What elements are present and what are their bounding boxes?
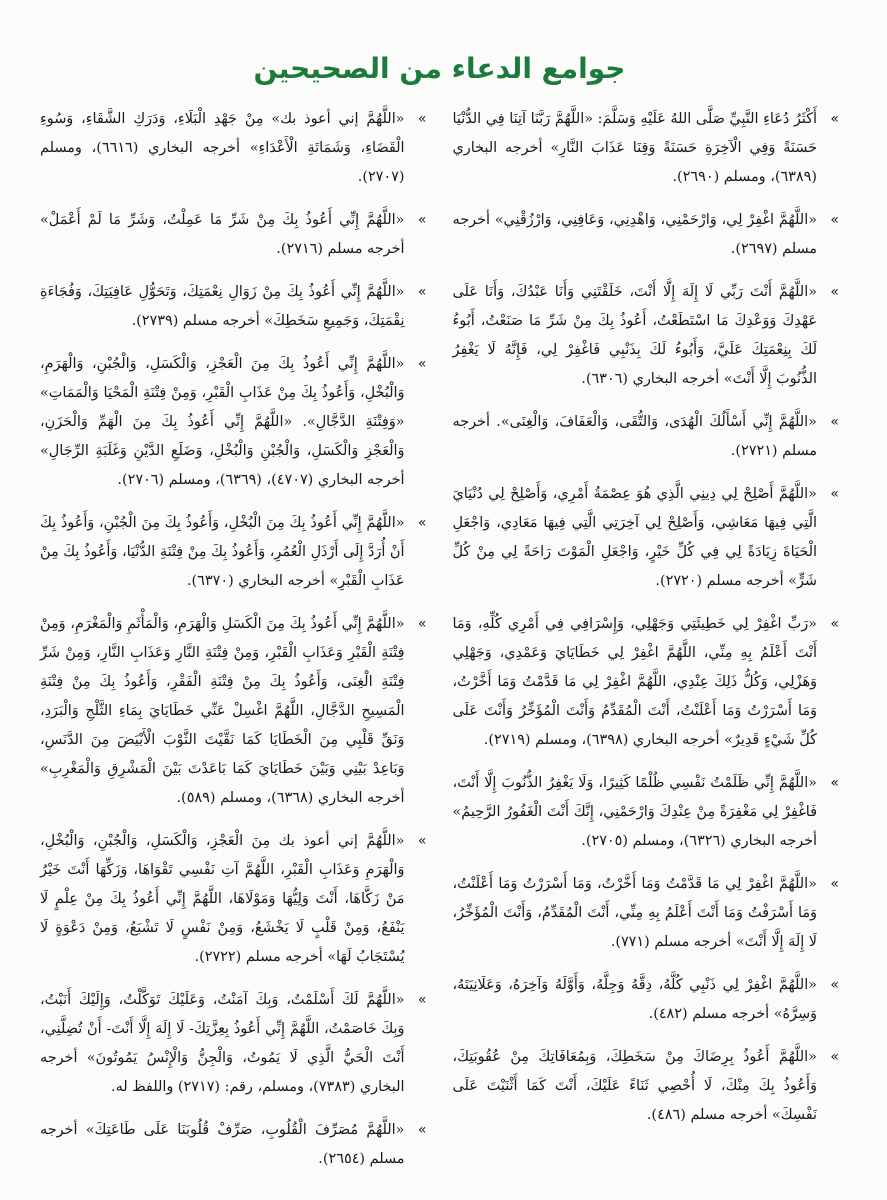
dua-entry: [453, 480, 840, 596]
dua-text: «اللَّهُمَّ إِنِّي ظَلَمْتُ نَفْسِي ظُلْمًا كَثِيرًا، وَلَا يَغْفِرُ الذُّنُوبَ إِلَّا أَنْتَ، فَاغْفِرْ لِي مَغْفِرَةً مِنْ عِنْدِكَ وَارْحَمْنِي، إِنَّكَ أَنْتَ الْغَفُورُ الرَّحِيمُ» أخرجه البخاري (٦٣٢٦)، ومسلم (٢٧٠٥).: [452, 775, 817, 849]
bullet-marker: »: [417, 616, 427, 632]
dua-text: «رَبِّ اغْفِرْ لِي خَطِيئَتِي وَجَهْلِي، وَإِسْرَافِي فِي أَمْرِي كُلِّهِ، وَمَا أَنْتَ أَعْلَمُ بِهِ مِنِّي، اللَّهُمَّ اغْفِرْ لِي خَطَايَايَ وَعَمْدِي، وَجَهْلِي وَهَزْلِي، وَكُلُّ ذَلِكَ عِنْدِي، اللَّهُمَّ اغْفِرْ لِي مَا قَدَّمْتُ وَمَا أَخَّرْتُ، وَمَا أَسْرَرْتُ وَمَا أَعْلَنْتُ، أَنْتَ الْمُقَدِّمُ وَأَنْتَ الْمُؤَخِّرُ وَأَنْتَ عَلَى كُلِّ شَيْءٍ قَدِيرٌ» أخرجه البخاري (٦٣٩٨)، ومسلم (٢٧١٩).: [452, 616, 817, 748]
bullet-marker: »: [417, 111, 427, 127]
dua-text: «اللَّهُمَّ اغْفِرْ لِي، وَارْحَمْنِي، وَاهْدِنِي، وَعَافِنِي، وَارْزُقْنِي» أخرجه مسلم (٢٦٩٧).: [452, 212, 817, 257]
dua-entry: [40, 206, 427, 264]
dua-entry: [453, 408, 840, 466]
dua-text: «اللَّهُمَّ إِنِّي أَعُوذُ بِكَ مِنَ الْكَسَلِ وَالْهَرَمِ، وَالْمَأْثَمِ وَالْمَغْرَمِ، وَمِنْ فِتْنَةِ الْقَبْرِ وَعَذَابِ الْقَبْرِ، وَمِنْ فِتْنَةِ النَّارِ وَعَذَابِ النَّارِ، وَمِنْ شَرِّ فِتْنَةِ الْغِنَى، وَأَعُوذُ بِكَ مِنْ فِتْنَةِ الْفَقْرِ، وَأَعُوذُ بِكَ مِنْ فِتْنَةِ الْمَسِيحِ الدَّجَّالِ، اللَّهُمَّ اغْسِلْ عَنِّي خَطَايَايَ بِمَاءِ الثَّلْجِ وَالْبَرَدِ، وَنَقِّ قَلْبِي مِنَ الْخَطَايَا كَمَا نَقَّيْتَ الثَّوْبَ الْأَبْيَضَ مِنَ الدَّنَسِ، وَبَاعِدْ بَيْنِي وَبَيْنَ خَطَايَايَ كَمَا بَاعَدْتَ بَيْنَ الْمَشْرِقِ وَالْمَغْرِبِ» أخرجه البخاري (٦٣٦٨)، ومسلم (٥٨٩).: [40, 616, 405, 806]
bullet-marker: »: [830, 977, 839, 993]
bullet-marker: »: [830, 111, 839, 127]
bullet-marker: »: [830, 284, 839, 300]
dua-entry: [453, 105, 840, 192]
dua-text: «اللَّهُمَّ إِنِّي أَعُوذُ بِكَ مِنْ شَرِّ مَا عَمِلْتُ، وَشَرِّ مَا لَمْ أَعْمَلْ» أخرجه مسلم (٢٧١٦).: [40, 212, 405, 257]
dua-entry: [453, 870, 840, 957]
dua-text: «اللَّهُمَّ إني أعوذ بك» مِنْ جَهْدِ الْبَلَاءِ، وَدَرَكِ الشَّقَاءِ، وَسُوءِ الْقَضَاءِ، وَشَمَاتَةِ الْأَعْدَاءِ» أخرجه البخاري (٦٦١٦)، ومسلم (٢٧٠٧).: [40, 111, 405, 185]
page-title: جوامع الدعاء من الصحيحين: [253, 52, 626, 85]
bullet-marker: »: [830, 616, 839, 632]
dua-entry: [453, 769, 840, 856]
bullet-marker: »: [830, 486, 839, 502]
dua-text: «اللَّهُمَّ إِنِّي أَسْأَلُكَ الْهُدَى، وَالتُّقَى، وَالْعَفَافَ، وَالْغِنَى». أخرجه مسلم (٢٧٢١).: [452, 414, 817, 459]
dua-text: «اللَّهُمَّ إِنِّي أَعُوذُ بِكَ مِنَ الْبُخْلِ، وَأَعُوذُ بِكَ مِنَ الْجُبْنِ، وَأَعُوذُ بِكَ أَنْ أُرَدَّ إِلَى أَرْذَلِ الْعُمُرِ، وَأَعُوذُ بِكَ مِنْ فِتْنَةِ الدُّنْيَا، وَأَعُوذُ بِكَ مِنْ عَذَابِ الْقَبْرِ» أخرجه البخاري (٦٣٧٠).: [40, 515, 405, 589]
dua-entry: [453, 206, 840, 264]
bullet-marker: »: [417, 833, 427, 849]
dua-entry: [40, 350, 427, 495]
dua-entry: [453, 1043, 840, 1130]
bullet-marker: »: [830, 1049, 839, 1065]
bullet-marker: »: [417, 356, 427, 372]
dua-entry: [453, 971, 840, 1029]
bullet-marker: »: [830, 212, 839, 228]
dua-entry: [40, 1116, 427, 1174]
dua-text: «اللَّهُمَّ أَنْتَ رَبِّي لَا إِلَهَ إِلَّا أَنْتَ، خَلَقْتَنِي وَأَنَا عَبْدُكَ، وَأَنَا عَلَى عَهْدِكَ وَوَعْدِكَ مَا اسْتَطَعْتُ، أَعُوذُ بِكَ مِنْ شَرِّ مَا صَنَعْتُ، أَبُوءُ لَكَ بِنِعْمَتِكَ عَلَيَّ، وَأَبُوءُ لَكَ بِذَنْبِي فَاغْفِرْ لِي، فَإِنَّهُ لَا يَغْفِرُ الذُّنُوبَ إِلَّا أَنْتَ» أخرجه البخاري (٦٣٠٦).: [452, 284, 817, 387]
dua-entry: [453, 610, 840, 755]
dua-entry: [40, 105, 427, 192]
bullet-marker: »: [417, 284, 427, 300]
bullet-marker: »: [417, 515, 427, 531]
bullet-marker: »: [830, 414, 839, 430]
bullet-marker: »: [830, 775, 839, 791]
dua-entry: [40, 827, 427, 972]
left-column: [40, 105, 427, 1185]
bullet-marker: »: [417, 992, 427, 1008]
columns: [40, 105, 839, 1185]
dua-text: «اللَّهُمَّ إِنِّي أَعُوذُ بِكَ مِنْ زَوَالِ نِعْمَتِكَ، وَتَحَوُّلِ عَافِيَتِكَ، وَفُجَاءَةِ نِقْمَتِكَ، وَجَمِيعِ سَخَطِكَ» أخرجه مسلم (٢٧٣٩).: [40, 284, 405, 329]
dua-text: «اللَّهُمَّ إني أعوذ بك مِنَ الْعَجْزِ، وَالْكَسَلِ، وَالْجُبْنِ، وَالْبُخْلِ، وَالْهَرَمِ وَعَذَابِ الْقَبْرِ، اللَّهُمَّ آتِ نَفْسِي تَقْوَاهَا، وَزَكِّهَا أَنْتَ خَيْرُ مَنْ زَكَّاهَا، أَنْتَ وَلِيُّهَا وَمَوْلَاهَا، اللَّهُمَّ إِنِّي أَعُوذُ بِكَ مِنْ عِلْمٍ لَا يَنْفَعُ، وَمِنْ قَلْبٍ لَا يَخْشَعُ، وَمِنْ نَفْسٍ لَا تَشْبَعُ، وَمِنْ دَعْوَةٍ لَا يُسْتَجَابُ لَهَا» أخرجه مسلم (٢٧٢٢).: [40, 833, 405, 965]
dua-entry: [40, 509, 427, 596]
dua-text: «اللَّهُمَّ مُصَرِّفَ الْقُلُوبِ، صَرِّفْ قُلُوبَنَا عَلَى طَاعَتِكَ» أخرجه مسلم (٢٦٥٤).: [40, 1122, 405, 1167]
dua-text: «اللَّهُمَّ لَكَ أَسْلَمْتُ، وَبِكَ آمَنْتُ، وَعَلَيْكَ تَوَكَّلْتُ، وَإِلَيْكَ أَنَبْتُ، وَبِكَ خَاصَمْتُ، اللَّهُمَّ إِنِّي أَعُوذُ بِعِزَّتِكَ- لَا إِلَهَ إِلَّا أَنْتَ- أَنْ تُضِلَّنِي، أَنْتَ الْحَيُّ الَّذِي لَا يَمُوتُ، وَالْجِنُّ وَالْإِنْسُ يَمُوتُونَ» أخرجه البخاري (٧٣٨٣)، ومسلم، رقم: (٢٧١٧) واللفظ له.: [40, 992, 405, 1095]
bullet-marker: »: [830, 876, 839, 892]
bullet-marker: »: [417, 212, 427, 228]
dua-text: أَكْثَرُ دُعَاءِ النَّبِيِّ صَلَّى اللهُ عَلَيْهِ وَسَلَّمَ: «اللَّهُمَّ رَبَّنَا آتِنَا فِي الدُّنْيَا حَسَنَةً وَفِي الْآخِرَةِ حَسَنَةً وَقِنَا عَذَابَ النَّارِ» أخرجه البخاري (٦٣٨٩)، ومسلم (٢٦٩٠).: [452, 111, 817, 185]
dua-text: «اللَّهُمَّ أَصْلِحْ لِي دِينِي الَّذِي هُوَ عِصْمَةُ أَمْرِي، وَأَصْلِحْ لِي دُنْيَايَ الَّتِي فِيهَا مَعَاشِي، وَأَصْلِحْ لِي آخِرَتِي الَّتِي فِيهَا مَعَادِي، وَاجْعَلِ الْحَيَاةَ زِيَادَةً لِي فِي كُلِّ خَيْرٍ، وَاجْعَلِ الْمَوْتَ رَاحَةً لِي مِنْ كُلِّ شَرٍّ» أخرجه مسلم (٢٧٢٠).: [452, 486, 817, 589]
dua-text: «اللَّهُمَّ اغْفِرْ لِي مَا قَدَّمْتُ وَمَا أَخَّرْتُ، وَمَا أَسْرَرْتُ وَمَا أَعْلَنْتُ، وَمَا أَسْرَفْتُ وَمَا أَنْتَ أَعْلَمُ بِهِ مِنِّي، أَنْتَ الْمُقَدِّمُ، وَأَنْتَ الْمُؤَخِّرُ، لَا إِلَهَ إِلَّا أَنْتَ» أخرجه مسلم (٧٧١).: [452, 876, 817, 950]
dua-entry: [453, 278, 840, 394]
dua-text: «اللَّهُمَّ أَعُوذُ بِرِضَاكَ مِنْ سَخَطِكَ، وَبِمُعَافَاتِكَ مِنْ عُقُوبَتِكَ، وَأَعُوذُ بِكَ مِنْكَ، لَا أُحْصِي ثَنَاءً عَلَيْكَ، أَنْتَ كَمَا أَثْنَيْتَ عَلَى نَفْسِكَ» أخرجه مسلم (٤٨٦).: [452, 1049, 817, 1123]
dua-text: «اللَّهُمَّ إِنِّي أَعُوذُ بِكَ مِنَ الْعَجْزِ، وَالْكَسَلِ، وَالْجُبْنِ، وَالْهَرَمِ، وَالْبُخْلِ، وَأَعُوذُ بِكَ مِنْ عَذَابِ الْقَبْرِ، وَمِنْ فِتْنَةِ الْمَحْيَا وَالْمَمَاتِ» «وَفِتْنَةِ الدَّجَّالِ». «اللَّهُمَّ إِنِّي أَعُوذُ بِكَ مِنَ الْهَمِّ وَالْحَزَنِ، وَالْعَجْزِ وَالْكَسَلِ، وَالْجُبْنِ وَالْبُخْلِ، وَضَلَعِ الدَّيْنِ وَغَلَبَةِ الرِّجَالِ» أخرجه البخاري (٤٧٠٧)، (٦٣٦٩)، ومسلم (٢٧٠٦).: [40, 356, 405, 488]
dua-entry: [40, 610, 427, 813]
dua-text: «اللَّهُمَّ اغْفِرْ لِي ذَنْبِي كُلَّهُ، دِقَّهُ وَجِلَّهُ، وَأَوَّلَهُ وَآخِرَهُ، وَعَلَانِيَتَهُ، وَسِرَّهُ» أخرجه مسلم (٤٨٢).: [452, 977, 817, 1022]
dua-entry: [40, 986, 427, 1102]
right-column: [453, 105, 840, 1185]
dua-entry: [40, 278, 427, 336]
bullet-marker: »: [417, 1122, 427, 1138]
